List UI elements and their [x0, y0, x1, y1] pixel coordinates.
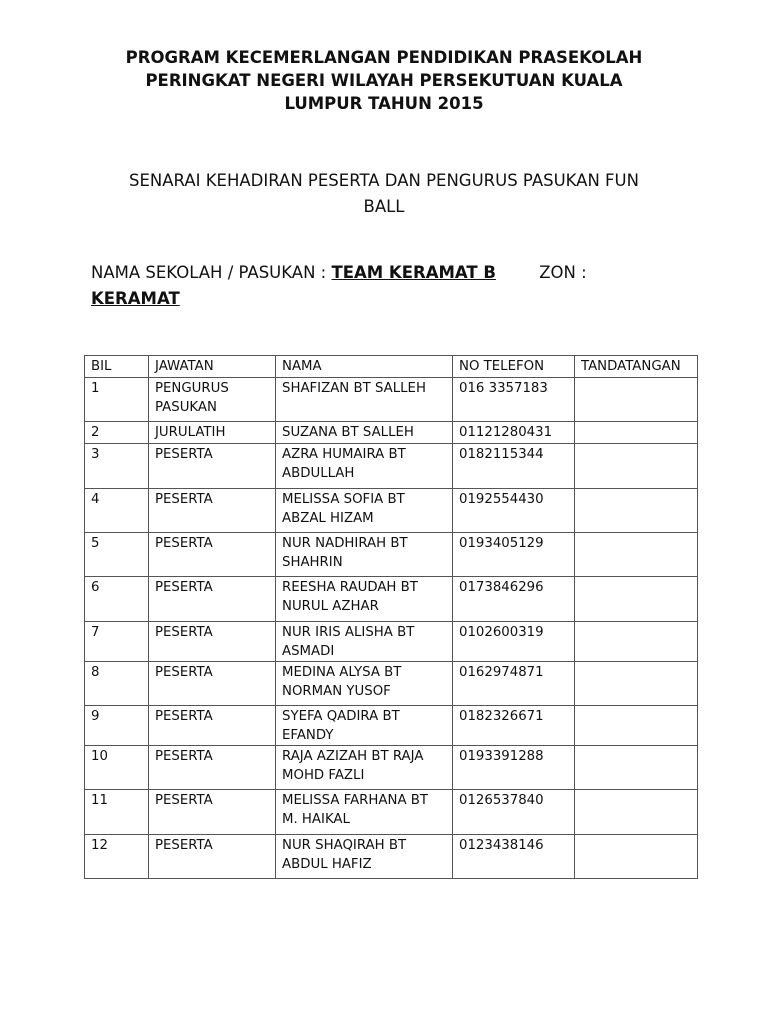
- header-bil: BIL: [85, 356, 149, 378]
- subtitle-line-1: SENARAI KEHADIRAN PESERTA DAN PENGURUS PASUKAN FUN: [129, 171, 639, 190]
- document-title: [90, 46, 678, 115]
- cell-bil: 6: [85, 577, 149, 622]
- cell-tandatangan: [575, 378, 698, 422]
- cell-no-telefon: 0126537840: [453, 790, 575, 835]
- header-nama: NAMA: [276, 356, 453, 378]
- cell-no-telefon: 0193405129: [453, 533, 575, 577]
- cell-bil: 12: [85, 835, 149, 879]
- cell-bil: 1: [85, 378, 149, 422]
- cell-nama: MELISSA FARHANA BT M. HAIKAL: [276, 790, 453, 835]
- cell-tandatangan: [575, 835, 698, 879]
- school-value: TEAM KERAMAT B: [331, 263, 496, 282]
- table-row: [85, 444, 698, 489]
- cell-jawatan: PESERTA: [149, 662, 276, 706]
- cell-jawatan: PESERTA: [149, 489, 276, 533]
- subtitle-line-2: BALL: [363, 197, 405, 216]
- table-row: [85, 835, 698, 879]
- cell-no-telefon: 0123438146: [453, 835, 575, 879]
- cell-tandatangan: [575, 533, 698, 577]
- cell-bil: 11: [85, 790, 149, 835]
- cell-jawatan: JURULATIH: [149, 422, 276, 444]
- table-row: [85, 790, 698, 835]
- cell-tandatangan: [575, 422, 698, 444]
- table-row: [85, 662, 698, 706]
- header-no-telefon: NO TELEFON: [453, 356, 575, 378]
- cell-bil: 4: [85, 489, 149, 533]
- title-line-3: LUMPUR TAHUN 2015: [284, 94, 484, 113]
- table-row: [85, 422, 698, 444]
- cell-nama: SYEFA QADIRA BT EFANDY: [276, 706, 453, 746]
- zone-value: KERAMAT: [91, 289, 180, 308]
- cell-bil: 8: [85, 662, 149, 706]
- cell-jawatan: PESERTA: [149, 444, 276, 489]
- table-header-row: [85, 356, 698, 378]
- school-label: NAMA SEKOLAH / PASUKAN :: [91, 263, 327, 282]
- cell-bil: 10: [85, 746, 149, 790]
- cell-nama: NUR IRIS ALISHA BT ASMADI: [276, 622, 453, 662]
- cell-nama: REESHA RAUDAH BT NURUL AZHAR: [276, 577, 453, 622]
- zone-label: ZON :: [539, 263, 587, 282]
- cell-jawatan: PESERTA: [149, 746, 276, 790]
- school-info-line: [91, 260, 691, 286]
- table-row: [85, 622, 698, 662]
- header-jawatan: JAWATAN: [149, 356, 276, 378]
- cell-bil: 9: [85, 706, 149, 746]
- title-line-1: PROGRAM KECEMERLANGAN PENDIDIKAN PRASEKOLAH: [125, 48, 643, 67]
- table-row: [85, 533, 698, 577]
- cell-jawatan: PESERTA: [149, 533, 276, 577]
- cell-tandatangan: [575, 577, 698, 622]
- cell-no-telefon: 0182326671: [453, 706, 575, 746]
- cell-no-telefon: 0192554430: [453, 489, 575, 533]
- cell-nama: MEDINA ALYSA BT NORMAN YUSOF: [276, 662, 453, 706]
- cell-tandatangan: [575, 746, 698, 790]
- cell-jawatan: PESERTA: [149, 577, 276, 622]
- cell-bil: 3: [85, 444, 149, 489]
- cell-jawatan: PESERTA: [149, 790, 276, 835]
- document-subtitle: [90, 168, 678, 220]
- table-row: [85, 577, 698, 622]
- header-tandatangan: TANDATANGAN: [575, 356, 698, 378]
- cell-jawatan: PESERTA: [149, 706, 276, 746]
- cell-tandatangan: [575, 662, 698, 706]
- table-row: [85, 706, 698, 746]
- cell-nama: MELISSA SOFIA BT ABZAL HIZAM: [276, 489, 453, 533]
- cell-nama: SUZANA BT SALLEH: [276, 422, 453, 444]
- attendance-table-body: [85, 356, 698, 879]
- cell-tandatangan: [575, 489, 698, 533]
- cell-jawatan: PESERTA: [149, 622, 276, 662]
- cell-no-telefon: 0102600319: [453, 622, 575, 662]
- cell-no-telefon: 016 3357183: [453, 378, 575, 422]
- title-line-2: PERINGKAT NEGERI WILAYAH PERSEKUTUAN KUALA: [145, 71, 623, 90]
- attendance-table: [84, 355, 698, 879]
- cell-nama: NUR SHAQIRAH BT ABDUL HAFIZ: [276, 835, 453, 879]
- table-row: [85, 489, 698, 533]
- cell-tandatangan: [575, 444, 698, 489]
- cell-no-telefon: 0162974871: [453, 662, 575, 706]
- cell-bil: 2: [85, 422, 149, 444]
- cell-bil: 5: [85, 533, 149, 577]
- table-row: [85, 378, 698, 422]
- cell-no-telefon: 0182115344: [453, 444, 575, 489]
- cell-no-telefon: 01121280431: [453, 422, 575, 444]
- cell-no-telefon: 0193391288: [453, 746, 575, 790]
- cell-nama: RAJA AZIZAH BT RAJA MOHD FAZLI: [276, 746, 453, 790]
- cell-jawatan: PENGURUS PASUKAN: [149, 378, 276, 422]
- cell-no-telefon: 0173846296: [453, 577, 575, 622]
- table-row: [85, 746, 698, 790]
- cell-nama: NUR NADHIRAH BT SHAHRIN: [276, 533, 453, 577]
- cell-jawatan: PESERTA: [149, 835, 276, 879]
- cell-tandatangan: [575, 790, 698, 835]
- cell-nama: AZRA HUMAIRA BT ABDULLAH: [276, 444, 453, 489]
- cell-bil: 7: [85, 622, 149, 662]
- cell-nama: SHAFIZAN BT SALLEH: [276, 378, 453, 422]
- cell-tandatangan: [575, 622, 698, 662]
- cell-tandatangan: [575, 706, 698, 746]
